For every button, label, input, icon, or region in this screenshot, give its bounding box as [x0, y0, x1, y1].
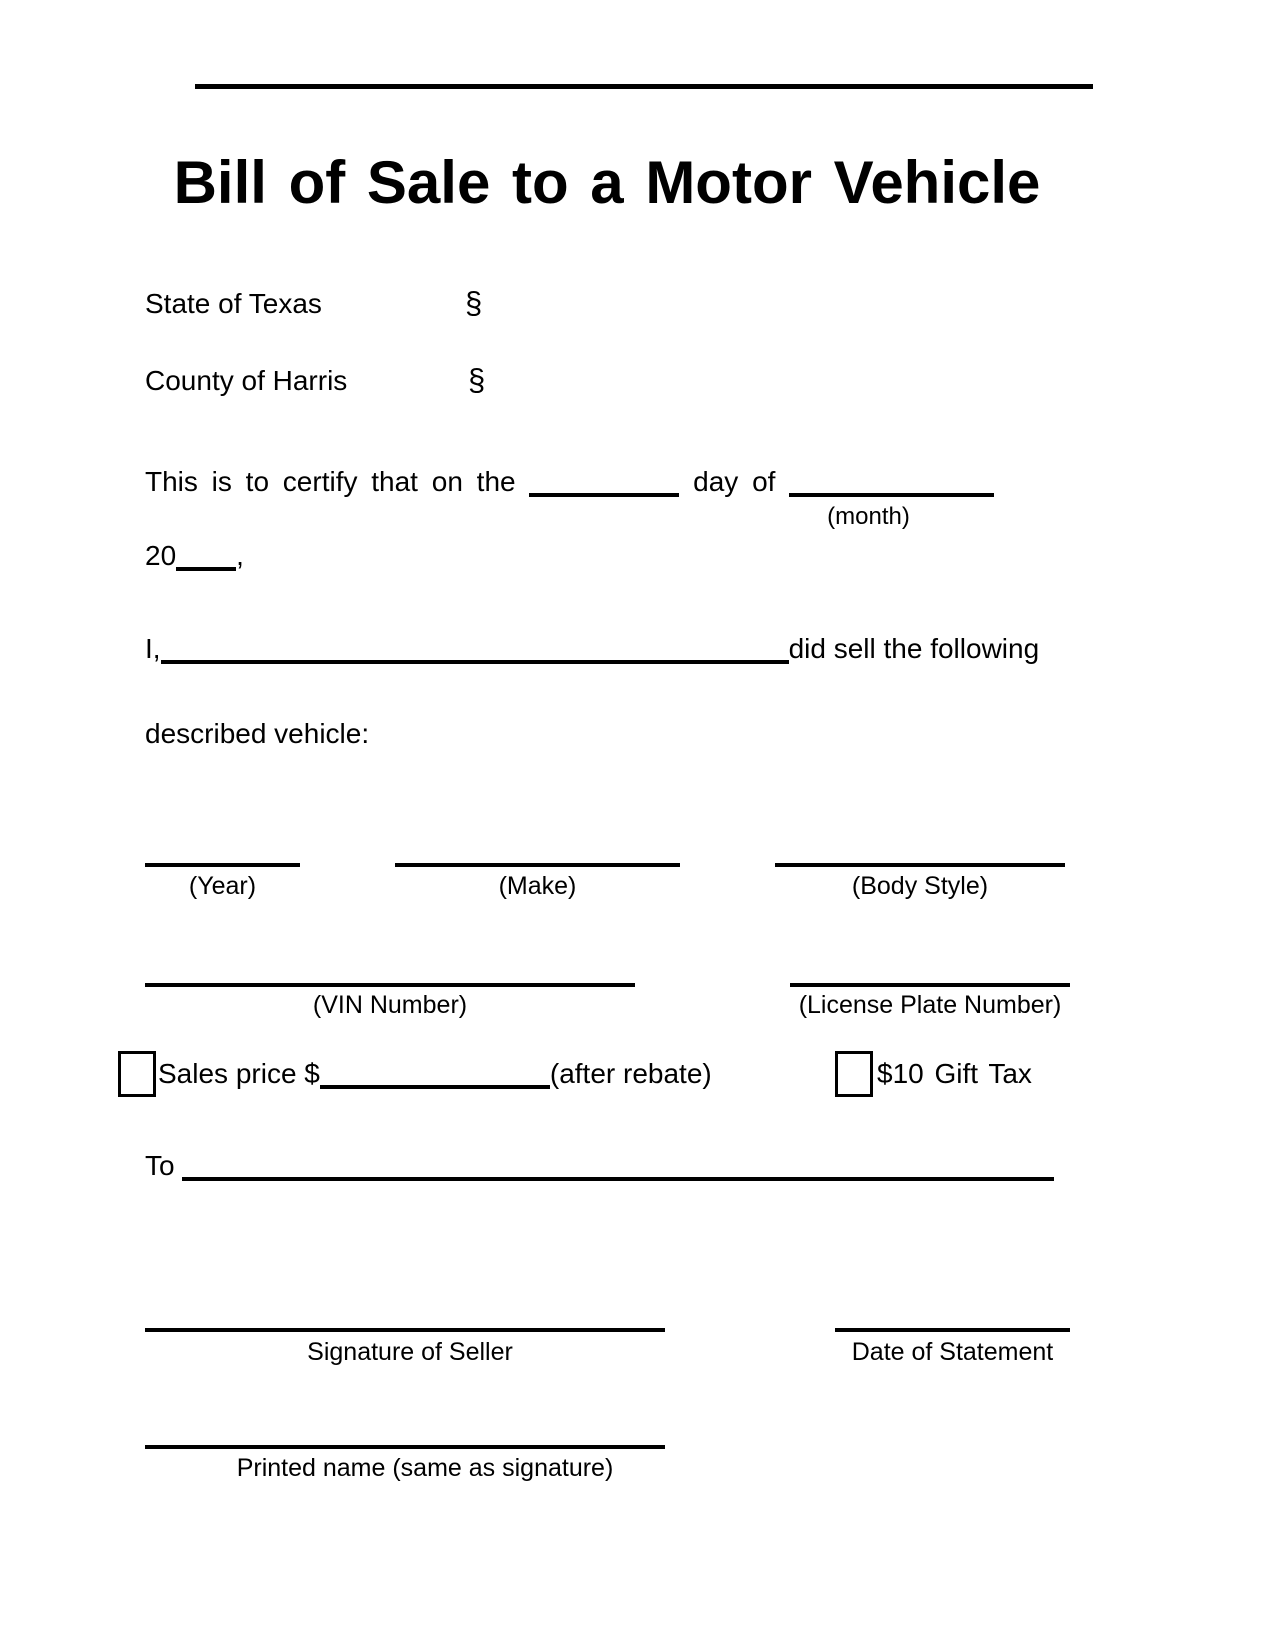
body-style-caption: (Body Style) [851, 872, 989, 900]
body-style-field-line[interactable] [775, 863, 1065, 867]
year-field-line[interactable] [145, 863, 300, 867]
year-field[interactable] [176, 567, 236, 571]
year-prefix-text: 20 [145, 540, 177, 571]
county-label: County of Harris [145, 365, 348, 396]
seller-name-field[interactable] [161, 660, 789, 664]
to-label: To [145, 1150, 175, 1181]
header-rule [195, 84, 1093, 89]
after-rebate-label: (after rebate) [549, 1058, 712, 1089]
printed-name-line[interactable] [145, 1445, 665, 1449]
buyer-row [145, 1150, 1054, 1182]
year-row [145, 540, 244, 572]
state-section-symbol: § [465, 285, 483, 320]
sales-price-field[interactable] [320, 1085, 550, 1089]
gift-tax-checkbox[interactable] [835, 1051, 873, 1097]
sales-price-label: Sales price $ [158, 1058, 320, 1089]
month-caption: (month) [827, 503, 910, 530]
license-plate-caption: (License Plate Number) [798, 991, 1062, 1019]
vin-field-line[interactable] [145, 983, 635, 987]
certify-row [145, 466, 994, 498]
sales-price-checkbox[interactable] [118, 1051, 156, 1097]
day-field[interactable] [529, 493, 679, 497]
certify-prefix-text: This is to certify that on the [145, 466, 516, 497]
seller-prefix-text: I, [145, 633, 161, 664]
page-title: Bill of Sale to a Motor Vehicle [173, 149, 1041, 216]
statement-date-line[interactable] [835, 1328, 1070, 1332]
described-vehicle-text: described vehicle: [145, 718, 370, 749]
buyer-name-field[interactable] [182, 1177, 1054, 1181]
seller-signature-line[interactable] [145, 1328, 665, 1332]
vin-caption: (VIN Number) [312, 991, 468, 1019]
seller-row [145, 633, 1039, 665]
state-label: State of Texas [145, 288, 322, 319]
did-sell-text: did sell the following [788, 633, 1040, 664]
sales-price-row [158, 1058, 712, 1090]
month-field[interactable] [789, 493, 994, 497]
year-comma-text: , [236, 540, 244, 571]
date-of-statement-caption: Date of Statement [851, 1338, 1054, 1366]
gift-tax-label: $10 Gift Tax [877, 1058, 1032, 1089]
license-plate-field-line[interactable] [790, 983, 1070, 987]
signature-of-seller-caption: Signature of Seller [307, 1338, 513, 1366]
make-field-line[interactable] [395, 863, 680, 867]
year-caption: (Year) [188, 872, 257, 900]
county-section-symbol: § [468, 362, 486, 397]
day-of-text: day of [693, 466, 776, 497]
printed-name-caption: Printed name (same as signature) [236, 1454, 614, 1482]
make-caption: (Make) [498, 872, 577, 900]
